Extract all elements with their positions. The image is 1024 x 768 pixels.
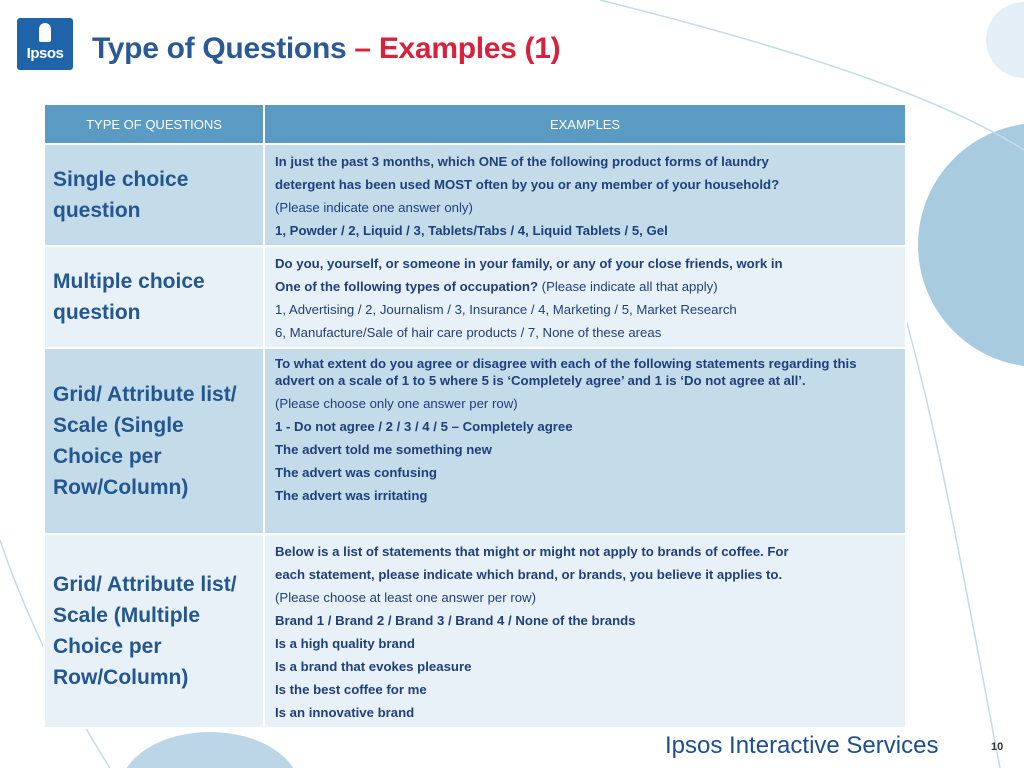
example-cell [264, 144, 906, 246]
table-row [44, 144, 906, 246]
example-line [275, 540, 897, 563]
table-row [44, 534, 906, 728]
table-row [44, 246, 906, 348]
ipsos-logo [17, 18, 73, 70]
question-type-cell: Multiple choice question [44, 246, 264, 348]
example-line [275, 438, 897, 461]
slide-title [92, 32, 560, 66]
example-line [275, 219, 897, 242]
example-line [275, 196, 897, 219]
example-line-text: 1 - Do not agree / 2 / 3 / 4 / 5 – Completely agree [275, 419, 573, 434]
example-line-text: The advert was irritating [275, 488, 428, 503]
example-line-text: (Please choose only one answer per row) [275, 396, 518, 411]
example-line [275, 563, 897, 586]
decor-circle-right [918, 123, 1024, 367]
table-header-row [44, 104, 906, 144]
example-line [275, 678, 897, 701]
title-main: Type of Questions [92, 32, 347, 65]
table-row [44, 348, 906, 534]
example-line [275, 461, 897, 484]
example-line [275, 173, 897, 196]
example-line [275, 609, 897, 632]
header-examples: EXAMPLES [264, 104, 906, 144]
header-type-of-questions: TYPE OF QUESTIONS [44, 104, 264, 144]
table-body [44, 144, 906, 728]
example-line-text: 1, Advertising / 2, Journalism / 3, Insurance / 4, Marketing / 5, Market Research [275, 302, 737, 317]
example-line-text: 6, Manufacture/Sale of hair care products / 7, None of these areas [275, 325, 662, 340]
page-number: 10 [991, 741, 1004, 753]
example-line-text: To what extent do you agree or disagree with each of the following statements regarding this advert on a scale of 1 to 5 where 5 is ‘Completely agree’ and 1 is ‘Do not agree at all’. [275, 356, 857, 388]
example-line [275, 150, 897, 173]
example-line [275, 415, 897, 438]
example-line-text: Brand 1 / Brand 2 / Brand 3 / Brand 4 / None of the brands [275, 613, 636, 628]
example-line-text: Is a brand that evokes pleasure [275, 659, 472, 674]
example-line [275, 701, 897, 724]
decor-circle-bottom [120, 732, 300, 768]
questions-table [43, 103, 907, 729]
example-line-text: detergent has been used MOST often by you or any member of your household? [275, 177, 780, 192]
example-line-text: (Please indicate one answer only) [275, 200, 473, 215]
example-line-text: The advert was confusing [275, 465, 437, 480]
example-line [275, 586, 897, 609]
logo-head-icon [39, 23, 51, 42]
title-accent: – Examples (1) [354, 32, 561, 65]
example-line-text: 1, Powder / 2, Liquid / 3, Tablets/Tabs / 4, Liquid Tablets / 5, Gel [275, 223, 668, 238]
example-line-note: (Please indicate all that apply) [538, 279, 718, 294]
example-line-text: each statement, please indicate which brand, or brands, you believe it applies to. [275, 567, 783, 582]
example-line-text: Do you, yourself, or someone in your family, or any of your close friends, work in [275, 256, 783, 271]
logo-text: Ipsos [26, 45, 64, 62]
example-line-text: Is the best coffee for me [275, 682, 427, 697]
example-line-text: The advert told me something new [275, 442, 492, 457]
example-line [275, 354, 897, 392]
example-line [275, 321, 897, 344]
example-line-text: Is an innovative brand [275, 705, 415, 720]
example-line [275, 632, 897, 655]
question-type-cell: Grid/ Attribute list/ Scale (Single Choice per Row/Column) [44, 348, 264, 534]
example-line [275, 484, 897, 507]
example-line-text: Is a high quality brand [275, 636, 415, 651]
example-line [275, 392, 897, 415]
example-line [275, 298, 897, 321]
question-type-cell: Single choice question [44, 144, 264, 246]
question-type-cell: Grid/ Attribute list/ Scale (Multiple Choice per Row/Column) [44, 534, 264, 728]
example-cell [264, 534, 906, 728]
example-line-text: (Please choose at least one answer per row) [275, 590, 536, 605]
example-line-text: One of the following types of occupation? [275, 279, 539, 294]
footer-brand: Ipsos Interactive Services [665, 732, 939, 759]
example-cell [264, 246, 906, 348]
example-line-text: Below is a list of statements that might or might not apply to brands of coffee. For [275, 544, 789, 559]
decor-circle-top-right [986, 2, 1024, 78]
example-cell [264, 348, 906, 534]
example-line [275, 252, 897, 275]
example-line-text: In just the past 3 months, which ONE of the following product forms of laundry [275, 154, 769, 169]
example-line [275, 655, 897, 678]
example-line [275, 275, 897, 298]
